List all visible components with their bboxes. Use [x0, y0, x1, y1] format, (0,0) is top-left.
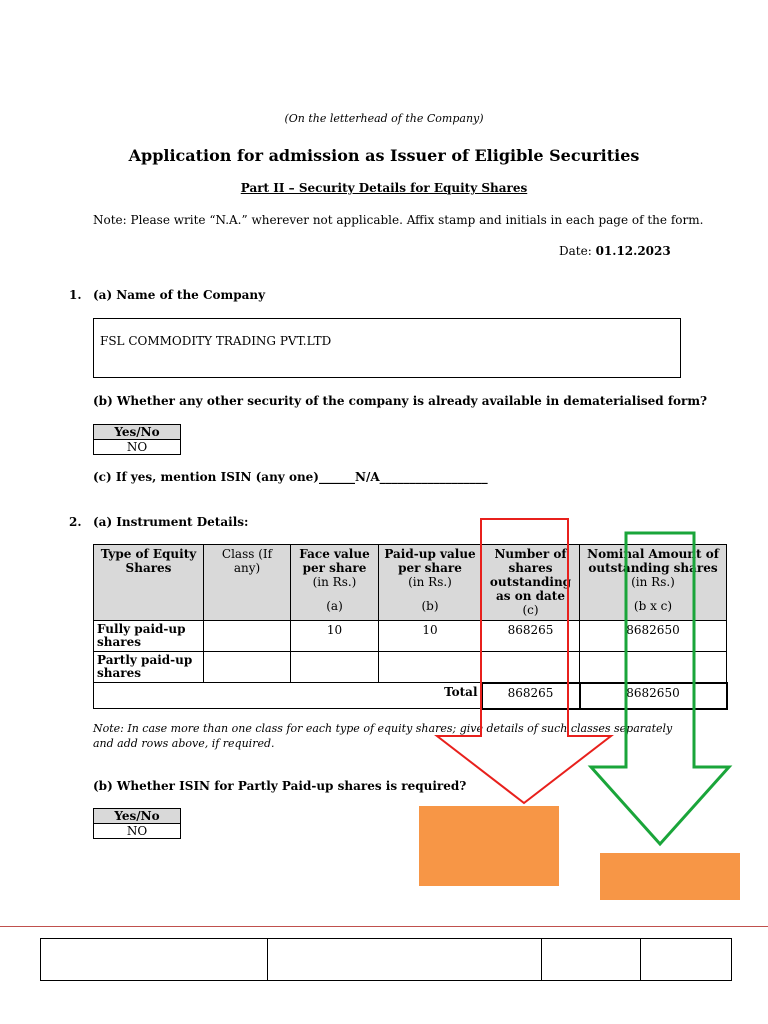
demat-yes-no-value[interactable]: NO: [94, 440, 181, 455]
row-paid-up[interactable]: [379, 652, 482, 683]
col-header-face-value: [291, 545, 379, 621]
question-1b: (b) Whether any other security of the company is already available in dematerialised form?: [93, 394, 708, 408]
page-title: Application for admission as Issuer of Eligible Securities: [128, 146, 640, 165]
total-shares-count[interactable]: 868265: [482, 683, 580, 709]
page-subtitle: [0, 181, 768, 195]
question-1a: (a) Name of the Company: [93, 288, 266, 302]
row-class[interactable]: [204, 652, 291, 683]
row-type: Partly paid-up shares: [94, 652, 204, 683]
total-nominal-amount[interactable]: 8682650: [580, 683, 727, 709]
orange-box-shares: [419, 806, 559, 886]
row-class[interactable]: [204, 621, 291, 652]
col-title: Paid-up value per share: [384, 547, 476, 575]
col-title: Face value per share: [299, 547, 370, 575]
row-shares-count[interactable]: [482, 652, 580, 683]
section-2-number: 2.: [69, 515, 82, 529]
subtitle-text: Part II – Security Details for Equity Shares: [240, 181, 528, 195]
row-nominal-amount[interactable]: [580, 652, 727, 683]
question-2a: (a) Instrument Details:: [93, 515, 249, 529]
yes-no-header: Yes/No: [94, 425, 181, 440]
orange-box-amount: [600, 853, 740, 900]
col-title: Nominal Amount of outstanding shares: [587, 547, 719, 575]
footer-divider: [0, 926, 768, 927]
isin-partly-paid-value[interactable]: NO: [94, 824, 181, 839]
instrument-note: Note: In case more than one class for each type of equity shares; give details of such classes separately and add rows above, if required.: [93, 722, 673, 750]
col-key: (c): [522, 603, 539, 617]
col-unit: (in Rs.): [312, 575, 357, 589]
row-face-value[interactable]: 10: [291, 621, 379, 652]
row-face-value[interactable]: [291, 652, 379, 683]
col-header-class: [204, 545, 291, 621]
table-row: [94, 621, 727, 652]
company-name-field[interactable]: FSL COMMODITY TRADING PVT.LTD: [93, 318, 681, 378]
row-nominal-amount[interactable]: 8682650: [580, 621, 727, 652]
footer-signature-table: [40, 938, 732, 981]
table-header-row: [94, 545, 727, 621]
col-unit: (in Rs.): [408, 575, 452, 589]
col-header-paid-up: [379, 545, 482, 621]
col-title: Number of shares outstanding as on date: [489, 547, 572, 603]
footer-cell-divider: [541, 939, 542, 980]
isin-line: (c) If yes, mention ISIN (any one)______N/A__________________: [93, 470, 488, 484]
footer-cell-divider: [267, 939, 268, 980]
isin-partly-paid-yes-no-table: [93, 808, 181, 839]
col-header-shares-outstanding: [482, 545, 580, 621]
total-row: [94, 683, 727, 709]
instrument-details-table: [93, 544, 728, 710]
col-key: (a): [326, 599, 343, 613]
demat-yes-no-table: [93, 424, 181, 455]
date-label: Date:: [559, 244, 596, 258]
col-header-nominal-amount: [580, 545, 727, 621]
col-key: (b x c): [633, 599, 673, 613]
col-title: Class (If any): [221, 547, 273, 575]
section-1-number: 1.: [69, 288, 82, 302]
col-key: (b): [421, 599, 439, 613]
letterhead-note: (On the letterhead of the Company): [284, 112, 484, 125]
row-paid-up[interactable]: 10: [379, 621, 482, 652]
date-value: 01.12.2023: [595, 244, 671, 258]
table-row: [94, 652, 727, 683]
yes-no-header: Yes/No: [94, 809, 181, 824]
footer-cell-divider: [640, 939, 641, 980]
col-header-type: [94, 545, 204, 621]
col-unit: (in Rs.): [631, 575, 675, 589]
question-2b: (b) Whether ISIN for Partly Paid-up shares is required?: [93, 779, 467, 793]
date-line: [559, 244, 671, 258]
row-type: Fully paid-up shares: [94, 621, 204, 652]
instruction-note: Note: Please write “N.A.” wherever not applicable. Affix stamp and initials in each page of the form.: [93, 213, 704, 227]
row-shares-count[interactable]: 868265: [482, 621, 580, 652]
total-label: Total: [94, 683, 482, 709]
col-title: Type of Equity Shares: [100, 547, 197, 575]
